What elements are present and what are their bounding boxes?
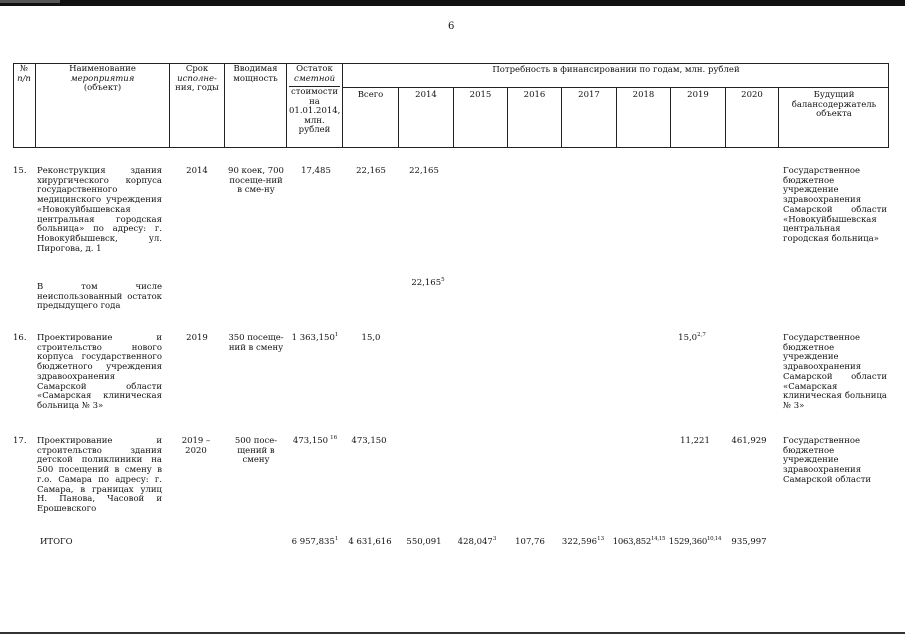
page-number: 6 xyxy=(448,21,455,32)
row-term: 2014 xyxy=(186,166,208,176)
row-remainder: 473,150 $^{16}$ xyxy=(292,435,338,446)
header-future-holder: Будущий балансодержатель объекта xyxy=(791,90,877,119)
table-header xyxy=(13,63,889,149)
header-year: 2017 xyxy=(578,90,600,100)
row-remainder: 17,485 xyxy=(301,166,331,176)
row-total: 15,0 xyxy=(361,333,381,343)
row-total: 473,150 xyxy=(351,436,387,446)
header-funding-title: Потребность в финансировании по годам, млн. рублей xyxy=(492,65,740,75)
row-2020: 461,929 xyxy=(731,436,767,446)
row-name: Проектирование и строительство нового корпуса государственного бюджетного учреждения здравоохранения Самарской области «Самарская клиническая больница № 3» xyxy=(37,333,162,411)
scan-top-border xyxy=(0,0,905,6)
row-capacity: 500 посе-щений в смену xyxy=(234,436,278,466)
row-sub-name: В том числе неиспользованный остаток предыдущего года xyxy=(37,282,162,312)
row-sub-2014: 22,165$^5$ xyxy=(411,277,445,288)
header-term: Срок исполне- ния, годы xyxy=(175,64,219,93)
row-2019: 11,221 xyxy=(680,436,710,446)
total-sum: 4 631,616 xyxy=(348,537,392,547)
col-divider xyxy=(778,87,779,148)
total-2014: 550,091 xyxy=(406,537,442,547)
row-remainder: 1 363,150$^1$ xyxy=(291,332,339,343)
row-term: 2019 – 2020 xyxy=(181,436,211,456)
total-2015: 428,047$^3$ xyxy=(457,536,497,547)
row-term: 2019 xyxy=(186,333,208,343)
total-2019: 1529,360$^{10,14}$ xyxy=(668,536,722,547)
total-2018: 1063,852$^{14,15}$ xyxy=(612,536,666,547)
row-capacity: 350 посеще-ний в смену xyxy=(228,333,284,353)
total-2016: 107,76 xyxy=(515,537,545,547)
row-2019: 15,0$^{2,7}$ xyxy=(678,332,706,343)
header-year: 2020 xyxy=(741,90,763,100)
header-remainder: Остаток сметной стоимости на 01.01.2014, млн. рублей xyxy=(289,64,341,135)
row-number: 15. xyxy=(13,166,27,176)
header-year: 2014 xyxy=(415,90,437,100)
row-number: 17. xyxy=(13,436,27,446)
header-name: Наименование мероприятия (объект) xyxy=(69,64,136,93)
header-year: 2016 xyxy=(523,90,546,100)
row-total: 22,165 xyxy=(356,166,386,176)
row-number: 16. xyxy=(13,333,27,343)
total-2017: 322,596$^{13}$ xyxy=(561,536,605,547)
header-capacity: Вводимая мощность xyxy=(233,64,278,84)
scan-top-mark xyxy=(0,0,60,3)
header-year: 2019 xyxy=(687,90,709,100)
row-capacity: 90 коек, 700 посеще-ний в сме-ну xyxy=(228,166,284,196)
total-remainder: 6 957,835$^1$ xyxy=(291,536,339,547)
col-divider xyxy=(286,63,287,148)
row-2014: 22,165 xyxy=(409,166,439,176)
header-year: 2015 xyxy=(469,90,492,100)
col-divider xyxy=(342,63,343,148)
row-name: Проектирование и строительство здания детской поликлиники на 500 посещений в смену в г.о. Самара по адресу: г. Самара, в границах улиц Н. Панова, Часовой и Ерошевского xyxy=(37,436,162,514)
row-holder: Государственное бюджетное учреждение здравоохранения Самарской области «Новокуйбышевская центральная городская больница» xyxy=(783,166,887,244)
total-2020: 935,997 xyxy=(731,537,767,547)
row-name: Реконструкция здания хирургического корпуса государственного медицинского учреждения «Новокуйбышевская центральная городская больница» по адресу: г. Новокуйбышевск, ул. Пирогова, д. 1 xyxy=(37,166,162,254)
row-holder: Государственное бюджетное учреждение здравоохранения Самарской области xyxy=(783,436,872,485)
scan-bottom-edge xyxy=(0,632,905,634)
header-num: № п/п xyxy=(17,64,31,84)
total-label: ИТОГО xyxy=(40,537,73,547)
header-total: Всего xyxy=(357,90,384,100)
row-holder: Государственное бюджетное учреждение здравоохранения Самарской области «Самарская клиническая больница № 3» xyxy=(783,333,887,411)
header-year: 2018 xyxy=(632,90,655,100)
